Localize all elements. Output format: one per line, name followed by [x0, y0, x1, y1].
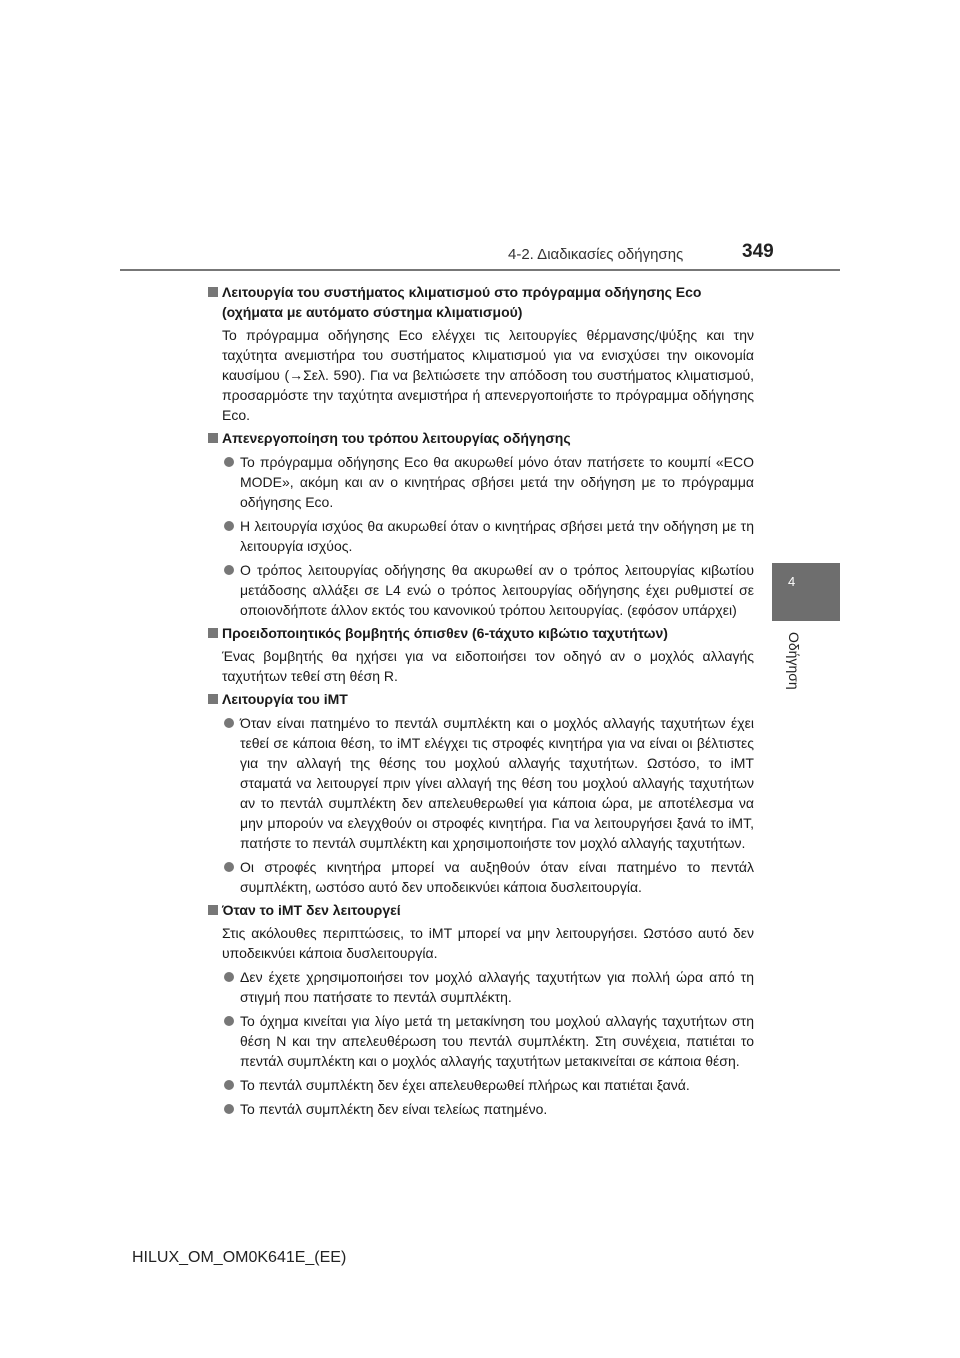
- section-title: [208, 428, 754, 448]
- circle-bullet-icon: [224, 862, 234, 872]
- section-body: Ένας βομβητής θα ηχήσει για να ειδοποιήσει τον οδηγό αν ο μοχλός αλλαγής ταχυτήτων τεθεί στη θέση R.: [222, 648, 754, 684]
- list-item: [208, 1099, 754, 1119]
- list-item: [208, 967, 754, 1007]
- chapter-tab-number: 4: [788, 574, 796, 589]
- section-title-text: Λειτουργία του iMT: [222, 691, 348, 707]
- section-title-text: Απενεργοποίηση του τρόπου λειτουργίας οδήγησης: [222, 430, 571, 446]
- section: [208, 623, 754, 686]
- square-bullet-icon: [208, 905, 218, 915]
- section-title-text: Όταν το iMT δεν λειτουργεί: [222, 902, 401, 918]
- list-item: [208, 1075, 754, 1095]
- section-body: Στις ακόλουθες περιπτώσεις, το iMT μπορεί να μην λειτουργήσει. Ωστόσο αυτό δεν υποδεικνύει κάποια δυσλειτουργία.: [222, 925, 754, 961]
- list-item-text: Η λειτουργία ισχύος θα ακυρωθεί όταν ο κινητήρας σβήσει μετά την οδήγηση με τη λειτουργία ισχύος.: [240, 518, 754, 554]
- square-bullet-icon: [208, 694, 218, 704]
- list-item: [208, 857, 754, 897]
- document-code: HILUX_OM_OM0K641E_(EE): [132, 1249, 347, 1266]
- list-item: [208, 1011, 754, 1071]
- list-item-text: Οι στροφές κινητήρα μπορεί να αυξηθούν όταν είναι πατημένο το πεντάλ συμπλέκτη, ωστόσο αυτό δεν υποδεικνύει κάποια δυσλειτουργία.: [240, 859, 754, 895]
- list-item-text: Το όχημα κινείται για λίγο μετά τη μετακίνηση του μοχλού αλλαγής ταχυτήτων στη θέση N και την απελευθέρωση του πεντάλ συμπλέκτη. Στη συνέχεια, πατιέται το πεντάλ συμπλέκτη και ο μοχλός αλλαγής ταχυτήτων μετακινείται σε κάποια θέση.: [240, 1013, 754, 1069]
- circle-bullet-icon: [224, 1016, 234, 1026]
- chapter-tab-label: Οδήγηση: [786, 632, 802, 690]
- section-title: [208, 623, 754, 643]
- list-item: [208, 452, 754, 512]
- chapter-tab: [772, 563, 840, 621]
- circle-bullet-icon: [224, 521, 234, 531]
- list-item-text: Δεν έχετε χρησιμοποιήσει τον μοχλό αλλαγής ταχυτήτων για πολλή ώρα από τη στιγμή που πατήσατε το πεντάλ συμπλέκτη.: [240, 969, 754, 1005]
- square-bullet-icon: [208, 287, 218, 297]
- list-item: [208, 560, 754, 620]
- section: [208, 689, 754, 897]
- page-number: 349: [742, 241, 774, 262]
- page-content: [208, 280, 754, 1119]
- section-title: [208, 900, 754, 920]
- header-section-title: 4-2. Διαδικασίες οδήγησης: [508, 246, 684, 263]
- list-item: [208, 516, 754, 556]
- section-title-text: Προειδοποιητικός βομβητής όπισθεν (6-τάχυτο κιβώτιο ταχυτήτων): [222, 625, 668, 641]
- list-item-text: Όταν είναι πατημένο το πεντάλ συμπλέκτη και ο μοχλός αλλαγής ταχυτήτων έχει τεθεί σε κάποια θέση, το iMT ελέγχει τις στροφές κινητήρα για να είναι οι βέλτιστες για την αλλαγή της θέσης του μοχλού αλλαγής ταχυτήτων. Ωστόσο, το iMT σταματά να λειτουργεί πριν γίνει αλλαγή της θέση του μοχλού αλλαγής ταχυτήτων αν το πεντάλ συμπλέκτη δεν απελευθερωθεί για κάποια ώρα, με αποτέλεσμα να μην μπορούν να ελεγχθούν οι στροφές κινητήρα. Για να λειτουργήσει ξανά το iMT, πατήστε το πεντάλ συμπλέκτη και χρησιμοποιήστε τον μοχλό αλλαγής ταχυτήτων.: [240, 715, 754, 851]
- circle-bullet-icon: [224, 1104, 234, 1114]
- list-item-text: Το πεντάλ συμπλέκτη δεν είναι τελείως πατημένο.: [240, 1101, 548, 1117]
- circle-bullet-icon: [224, 972, 234, 982]
- circle-bullet-icon: [224, 457, 234, 467]
- square-bullet-icon: [208, 433, 218, 443]
- circle-bullet-icon: [224, 1080, 234, 1090]
- list-item-text: Το πεντάλ συμπλέκτη δεν έχει απελευθερωθεί πλήρως και πατιέται ξανά.: [240, 1077, 690, 1093]
- circle-bullet-icon: [224, 565, 234, 575]
- list-item: [208, 713, 754, 853]
- section: [208, 282, 754, 425]
- square-bullet-icon: [208, 628, 218, 638]
- circle-bullet-icon: [224, 718, 234, 728]
- section: [208, 428, 754, 620]
- header-divider: [120, 269, 840, 271]
- section-title: [208, 282, 754, 322]
- section-body: Το πρόγραμμα οδήγησης Eco ελέγχει τις λειτουργίες θέρμανσης/ψύξης και την ταχύτητα ανεμιστήρα του συστήματος κλιματισμού για να ενισχύσει την οικονομία καυσίμου (→Σελ. 590). Για να βελτιώσετε την απόδοση του συστήματος κλιματισμού, προσαρμόστε την ταχύτητα ανεμιστήρα ή απενεργοποιήστε το πρόγραμμα οδήγησης Eco.: [222, 327, 754, 423]
- section-title-text: Λειτουργία του συστήματος κλιματισμού στο πρόγραμμα οδήγησης Eco (οχήματα με αυτόματο σύστημα κλιματισμού): [222, 284, 702, 320]
- list-item-text: Ο τρόπος λειτουργίας οδήγησης θα ακυρωθεί αν ο τρόπος λειτουργίας κιβωτίου μετάδοσης αλλάξει σε L4 ενώ ο τρόπος λειτουργίας οδήγησης έχει ρυθμιστεί σε οποιονδήποτε άλλον εκτός του κανονικού τρόπου λειτουργίας. (εφόσον υπάρχει): [240, 562, 754, 618]
- section: [208, 900, 754, 1119]
- list-item-text: Το πρόγραμμα οδήγησης Eco θα ακυρωθεί μόνο όταν πατήσετε το κουμπί «ECO MODE», ακόμη και αν ο κινητήρας σβήσει μετά την οδήγηση με το πρόγραμμα οδήγησης Eco.: [240, 454, 754, 510]
- section-title: [208, 689, 754, 709]
